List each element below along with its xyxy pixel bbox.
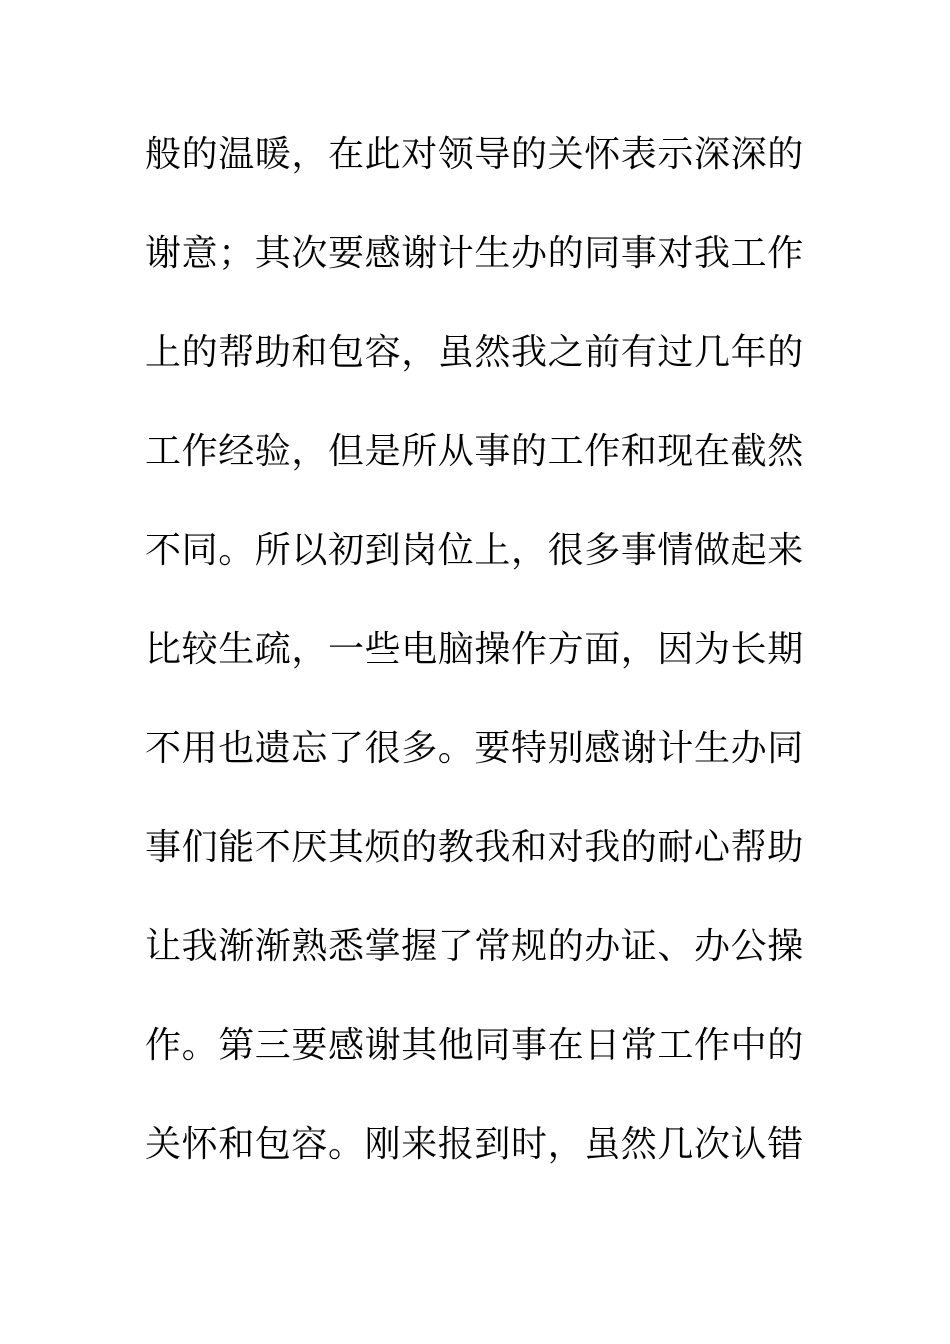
text-line-8: 事们能不厌其烦的教我和对我的耐心帮助 — [145, 827, 804, 868]
text-line-3: 上的帮助和包容，虽然我之前有过几年的 — [145, 332, 804, 373]
text-line-1: 般的温暖，在此对领导的关怀表示深深的 — [145, 134, 804, 175]
body-text — [145, 127, 815, 1216]
text-line-9: 让我渐渐熟悉掌握了常规的办证、办公操 — [145, 926, 804, 967]
text-line-7: 不用也遗忘了很多。要特别感谢计生办同 — [145, 728, 804, 769]
text-line-10: 作。第三要感谢其他同事在日常工作中的 — [145, 1025, 804, 1066]
text-line-11: 关怀和包容。刚来报到时，虽然几次认错 — [145, 1124, 804, 1165]
text-line-4: 工作经验，但是所从事的工作和现在截然 — [145, 431, 804, 472]
text-line-5: 不同。所以初到岗位上，很多事情做起来 — [145, 530, 804, 571]
text-line-6: 比较生疏，一些电脑操作方面，因为长期 — [145, 629, 804, 670]
text-line-2: 谢意；其次要感谢计生办的同事对我工作 — [145, 233, 804, 274]
